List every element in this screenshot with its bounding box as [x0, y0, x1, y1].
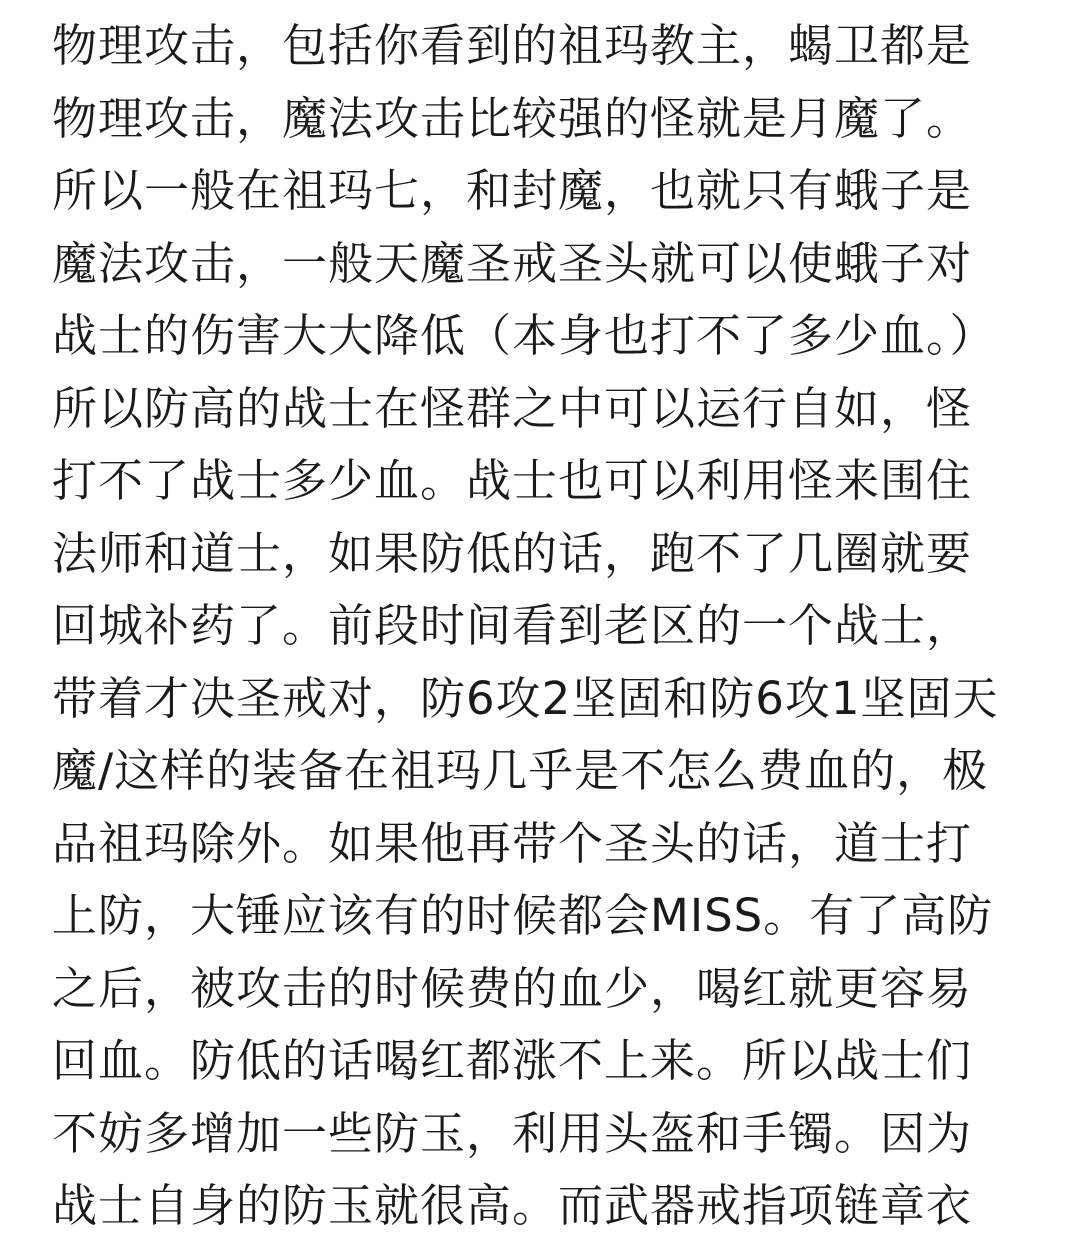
- text-line: 所以一般在祖玛七，和封魔，也就只有蛾子是: [52, 164, 973, 217]
- article-body: [52, 10, 1042, 1243]
- text-line: 不妨多增加一些防玉，利用头盔和手镯。因为: [52, 1106, 973, 1160]
- text-line: 法师和道士，如果防低的话，跑不了几圈就要: [52, 526, 973, 580]
- text-line: 物理攻击，包括你看到的祖玛教主，蝎卫都是: [52, 19, 973, 72]
- text-line: 回血。防低的话喝红都涨不上来。所以战士们: [52, 1034, 973, 1087]
- text-line: 战士自身的防玉就很高。而武器戒指项链章衣: [52, 1179, 973, 1232]
- text-line: 魔法攻击，一般天魔圣戒圣头就可以使蛾子对: [52, 236, 973, 290]
- text-line: 所以防高的战士在怪群之中可以运行自如，怪: [52, 381, 973, 435]
- text-line: 上防，大锤应该有的时候都会MISS。有了高防: [52, 889, 994, 942]
- text-line: 魔/这样的装备在祖玛几乎是不怎么费血的，极: [52, 744, 989, 797]
- text-line: 品祖玛除外。如果他再带个圣头的话，道士打: [52, 816, 973, 870]
- text-line: 战士的伤害大大降低（本身也打不了多少血。）: [52, 309, 996, 362]
- text-line: 带着才决圣戒对，防6攻2坚固和防6攻1坚固天: [52, 671, 999, 725]
- text-line: 回城补药了。前段时间看到老区的一个战士，: [52, 599, 973, 652]
- text-line: 打不了战士多少血。战士也可以利用怪来围住: [52, 454, 973, 507]
- text-line: 物理攻击，魔法攻击比较强的怪就是月魔了。: [52, 91, 973, 145]
- text-line: 之后，被攻击的时候费的血少，喝红就更容易: [52, 961, 973, 1015]
